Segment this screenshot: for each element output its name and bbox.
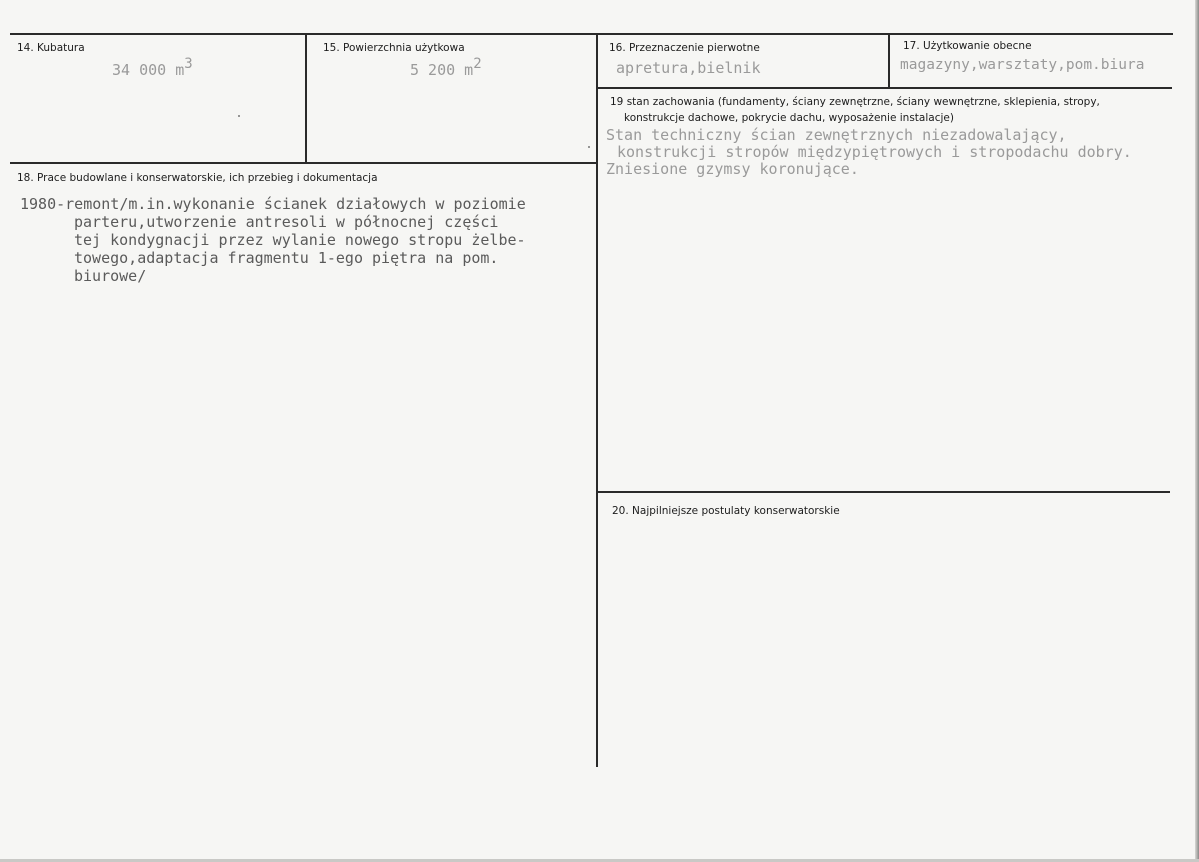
main-vertical-divider <box>596 33 598 767</box>
field-19-line-1: Stan techniczny ścian zewnętrznych niezadowalający, <box>606 126 1067 144</box>
divider-14-15 <box>305 33 307 163</box>
card-edge-right <box>1195 0 1199 862</box>
paper-speck <box>588 146 590 148</box>
field-15-value <box>410 56 482 80</box>
field-16-label: 16. Przeznaczenie pierwotne <box>609 42 760 54</box>
field-19-line-3: Zniesione gzymsy koronujące. <box>606 160 859 178</box>
field-15-number: 5 200 m <box>410 61 474 79</box>
paper-speck <box>238 115 240 117</box>
field-19-label-line1: 19 stan zachowania (fundamenty, ściany zewnętrzne, ściany wewnętrzne, sklepienia, stropy, <box>610 96 1100 108</box>
field-19-label-line2: konstrukcje dachowe, pokrycie dachu, wyposażenie instalacje) <box>624 112 954 124</box>
field-14-number: 34 000 m <box>112 61 185 79</box>
field-15-label: 15. Powierzchnia użytkowa <box>323 42 465 54</box>
field-18-label: 18. Prace budowlane i konserwatorskie, ich przebieg i dokumentacja <box>17 172 378 184</box>
section20-divider <box>597 491 1170 493</box>
field-17-value: magazyny,warsztaty,pom.biura <box>900 57 1145 73</box>
field-15-unit-exponent: 2 <box>473 56 482 72</box>
field-14-label: 14. Kubatura <box>17 42 85 54</box>
field-18-line-4: towego,adaptacja fragmentu 1-ego piętra na pom. <box>74 249 499 267</box>
field-14-value <box>112 56 193 80</box>
field-18-line-2: parteru,utworzenie antresoli w północnej części <box>74 213 499 231</box>
field-18-line-3: tej kondygnacji przez wylanie nowego stropu żelbe- <box>74 231 526 249</box>
field-17-label: 17. Użytkowanie obecne <box>903 40 1032 52</box>
divider-16-17 <box>888 33 890 88</box>
field-18-line-1: 1980-remont/m.in.wykonanie ścianek działowych w poziomie <box>20 195 526 213</box>
field-19-line-2: konstrukcji stropów międzypiętrowych i stropodachu dobry. <box>617 143 1132 161</box>
row1-divider-right <box>597 87 1172 89</box>
row1-divider-left <box>10 162 598 164</box>
top-border <box>10 33 1173 35</box>
field-18-line-5: biurowe/ <box>74 267 147 285</box>
field-16-value: apretura,bielnik <box>616 59 761 77</box>
field-20-label: 20. Najpilniejsze postulaty konserwatorskie <box>612 505 840 517</box>
field-14-unit-exponent: 3 <box>184 56 193 72</box>
